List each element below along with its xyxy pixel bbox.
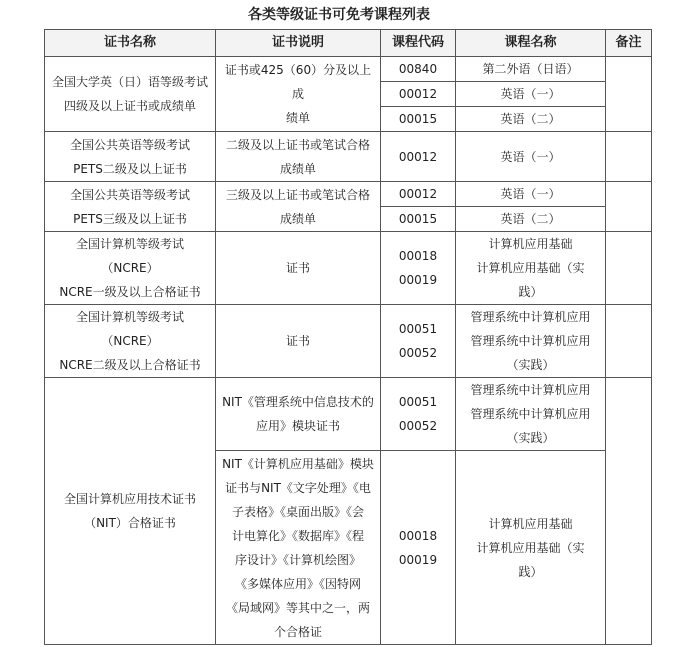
cert-name-line: 全国计算机应用技术证书 — [63, 492, 196, 506]
cert-desc-line: 证书与NIT《文字处理》《电 — [225, 480, 371, 495]
cert-desc-line: NIT《计算机应用基础》模块 — [222, 456, 374, 471]
cert-desc-line: NIT《管理系统中信息技术的 — [222, 395, 374, 409]
course-name-line: （实践） — [506, 431, 555, 445]
course-name-cell: 英语（一） — [456, 82, 606, 107]
course-code-line: 00052 — [398, 419, 438, 433]
course-name-line: 计算机应用基础 — [488, 237, 573, 251]
course-name-line: （实践） — [506, 358, 555, 372]
cert-name-line: PETS三级及以上证书 — [73, 211, 187, 226]
cert-desc-cell — [216, 451, 381, 645]
cert-name-cell — [45, 305, 216, 378]
course-name-cell — [456, 378, 606, 451]
course-name-cell — [456, 305, 606, 378]
cert-desc-line: 成绩单 — [279, 211, 316, 226]
header-remark: 备注 — [606, 30, 652, 57]
remark-cell — [606, 305, 652, 378]
cert-name-cell — [45, 132, 216, 182]
table-row — [45, 232, 652, 305]
table-row — [45, 57, 652, 82]
course-name-line: 践） — [518, 564, 543, 579]
header-cert-name: 证书名称 — [45, 30, 216, 57]
course-code-cell: 00012 — [381, 132, 456, 182]
course-name-line: 管理系统中计算机应用 — [470, 334, 591, 348]
cert-desc-line: 《局域网》等其中之一，两 — [225, 600, 370, 615]
course-code-line: 00052 — [398, 346, 438, 360]
course-code-line: 00051 — [398, 395, 438, 409]
cert-desc-line: 二级及以上证书或笔试合格 — [225, 137, 370, 152]
cert-name-line: 全国计算机等级考试 — [75, 237, 184, 251]
course-name-cell — [456, 451, 606, 645]
cert-desc-line: 成绩单 — [279, 161, 316, 176]
header-cert-desc: 证书说明 — [216, 30, 381, 57]
course-code-cell — [381, 451, 456, 645]
course-name-line: 践） — [518, 285, 543, 299]
cert-name-cell — [45, 232, 216, 305]
course-code-cell: 00012 — [381, 182, 456, 207]
cert-name-line: PETS二级及以上证书 — [73, 161, 187, 176]
cert-desc-line: 序设计》《计算机绘图》 — [234, 552, 361, 567]
course-code-cell: 00840 — [381, 57, 456, 82]
cert-desc-line: 证书 — [285, 334, 310, 348]
cert-name-line: 全国公共英语等级考试 — [69, 137, 190, 152]
cert-desc-line: 子表格》《桌面出版》《会 — [231, 504, 364, 519]
course-name-cell: 英语（二） — [456, 107, 606, 132]
page-title: 各类等级证书可免考课程列表 — [248, 7, 430, 23]
cert-desc-cell — [216, 132, 381, 182]
cert-name-line: （NCRE） — [101, 334, 159, 348]
table-row — [45, 182, 652, 207]
course-code-line: 00051 — [398, 322, 438, 336]
cert-name-line: NCRE一级及以上合格证书 — [59, 285, 201, 299]
course-code-line: 00019 — [398, 552, 438, 567]
course-code-cell — [381, 378, 456, 451]
cert-desc-line: 个合格证 — [273, 624, 322, 639]
cert-name-line: 全国计算机等级考试 — [75, 310, 184, 324]
remark-cell — [606, 57, 652, 132]
cert-desc-line: 证书或425（60）分及以上成 — [224, 63, 372, 101]
course-name-line: 计算机应用基础 — [488, 516, 573, 531]
header-course-name: 课程名称 — [456, 30, 606, 57]
cert-desc-cell — [216, 232, 381, 305]
cert-desc-cell — [216, 305, 381, 378]
cert-name-cell — [45, 182, 216, 232]
course-code-cell: 00015 — [381, 107, 456, 132]
course-code-cell — [381, 232, 456, 305]
course-code-cell: 00012 — [381, 82, 456, 107]
exemption-table — [44, 29, 652, 645]
cert-desc-line: 三级及以上证书或笔试合格 — [225, 187, 370, 202]
cert-desc-line: 计电算化》《数据库》《程 — [231, 528, 364, 543]
cert-name-line: 全国公共英语等级考试 — [69, 187, 190, 202]
cert-name-line: 四级及以上证书或成绩单 — [63, 99, 196, 113]
cert-desc-line: 绩单 — [285, 111, 310, 125]
header-row — [45, 30, 652, 57]
cert-desc-cell — [216, 57, 381, 132]
cert-desc-line: 《多媒体应用》《因特网 — [234, 576, 361, 591]
course-name-line: 计算机应用基础（实 — [476, 540, 585, 555]
course-code-line: 00018 — [398, 528, 438, 543]
table-row — [45, 305, 652, 378]
course-name-line: 计算机应用基础（实 — [476, 261, 585, 275]
cert-name-line: （NCRE） — [101, 261, 159, 275]
cert-name-line: NCRE二级及以上合格证书 — [59, 358, 201, 372]
course-code-line: 00019 — [398, 273, 438, 287]
course-code-line: 00018 — [398, 249, 438, 263]
cert-desc-cell — [216, 182, 381, 232]
course-name-cell: 英语（二） — [456, 207, 606, 232]
cert-name-cell — [45, 57, 216, 132]
course-name-cell: 第二外语（日语） — [456, 57, 606, 82]
course-name-cell — [456, 232, 606, 305]
remark-cell — [606, 132, 652, 182]
cert-name-line: （NIT）合格证书 — [84, 516, 176, 530]
remark-cell — [606, 378, 652, 645]
remark-cell — [606, 182, 652, 232]
course-name-line: 管理系统中计算机应用 — [470, 383, 591, 397]
cert-name-cell — [45, 378, 216, 645]
remark-cell — [606, 232, 652, 305]
header-course-code: 课程代码 — [381, 30, 456, 57]
course-code-cell: 00015 — [381, 207, 456, 232]
course-name-cell: 英语（一） — [456, 132, 606, 182]
cert-desc-line: 应用》模块证书 — [255, 419, 340, 433]
table-row — [45, 132, 652, 182]
course-name-cell: 英语（一） — [456, 182, 606, 207]
cert-name-line: 全国大学英（日）语等级考试 — [51, 75, 208, 89]
course-name-line: 管理系统中计算机应用 — [470, 310, 591, 324]
cert-desc-line: 证书 — [285, 261, 310, 275]
table-row — [45, 378, 652, 451]
course-code-cell — [381, 305, 456, 378]
course-name-line: 管理系统中计算机应用 — [470, 407, 591, 421]
cert-desc-cell — [216, 378, 381, 451]
